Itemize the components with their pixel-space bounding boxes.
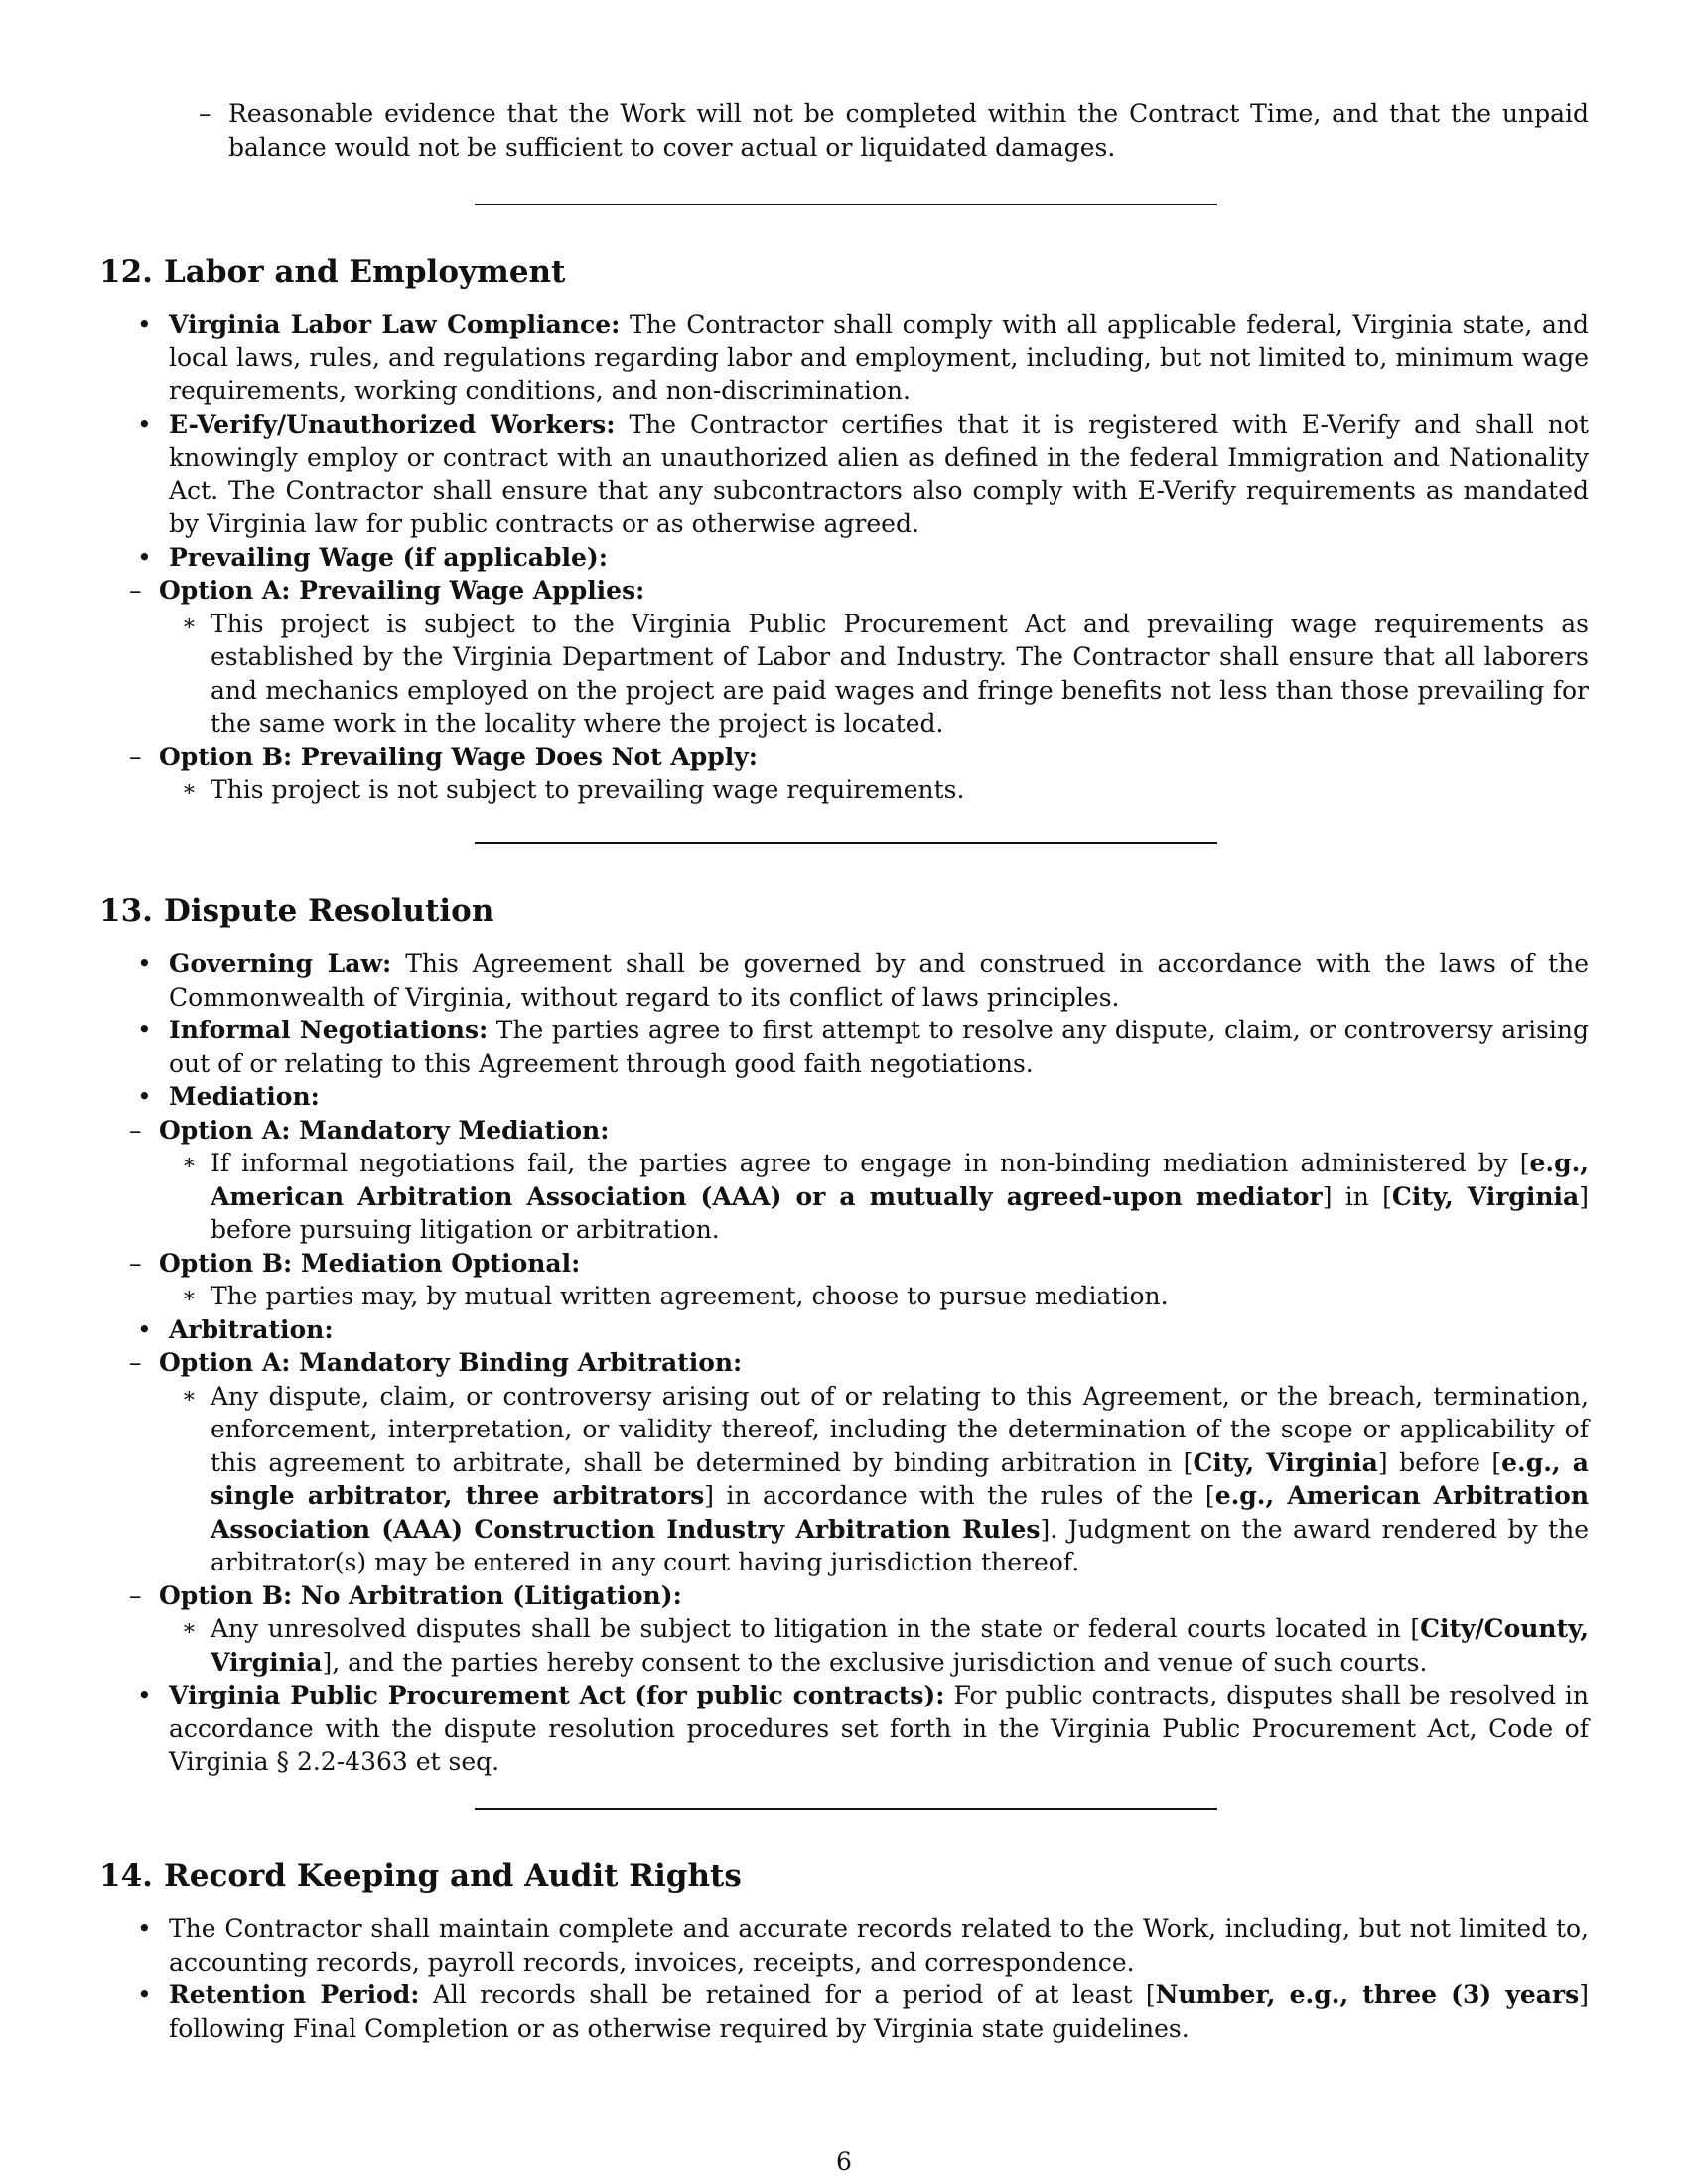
list-item: • E-Verify/Unauthorized Workers: The Contractor certifies that it is registered with E-Verify and shall not knowingly employ or contract with an unauthorized alien as defined in the federal Immigration and Nationality Act. The Contractor shall ensure that any subcontractors also comply with E-Verify requirements as mandated by Virginia law for public contracts or as otherwise agreed. <box>137 409 1589 538</box>
list-item: • Virginia Public Procurement Act (for public contracts): For public contracts, disputes shall be resolved in accordance with the dispute resolution procedures set forth in the Virginia Public Procurement Act, Code of Virginia § 2.2-4363 et seq. <box>137 1681 1590 1776</box>
bullet-marker: • <box>137 1314 152 1344</box>
list-item: – Reasonable evidence that the Work will not be completed within the Contract Time, and that the unpaid balance would not be sufficient to cover actual or liquidated damages. <box>199 99 1589 162</box>
list-item: • The Contractor shall maintain complete and accurate records related to the Work, including, but not limited to, accounting records, payroll records, invoices, receipts, and correspondence. <box>137 1914 1589 1977</box>
list-item: ∗ Any unresolved disputes shall be subject to litigation in the state or federal courts located in [City/County, Virginia], and the parties hereby consent to the exclusive jurisdiction and venue of such courts. <box>182 1614 1589 1677</box>
bullet-marker: • <box>137 1914 152 1943</box>
section-divider <box>475 842 1217 844</box>
asterisk-marker: ∗ <box>182 1383 197 1409</box>
list-item: – Option A: Mandatory Binding Arbitration: <box>30 1346 1589 1380</box>
list-item: • Prevailing Wage (if applicable): <box>99 541 1589 575</box>
list-item: ∗ Any dispute, claim, or controversy arising out of or relating to this Agreement, or the breach, termination, enforcement, interpretation, or validity thereof, including the determination of the scope or applicability of this agreement to arbitrate, shall be determined by binding arbitration in [City, Virginia] before [e.g., a single arbitrator, three arbitrators] in accordance with the rules of the [e.g., American Arbitration Association (AAA) Construction Industry Arbitration Rules]. Judgment on the award rendered by the arbitrator(s) may be entered in any court having jurisdiction thereof. <box>182 1381 1590 1576</box>
bullet-marker: • <box>137 1980 152 2009</box>
list-item: – Option B: Mediation Optional: <box>30 1247 1589 1281</box>
section-heading-13: 13. Dispute Resolution <box>99 893 494 929</box>
list-item: – Option A: Mandatory Mediation: <box>30 1114 1589 1148</box>
list-item: ∗ This project is subject to the Virginia Public Procurement Act and prevailing wage requirements as established by the Virginia Department of Labor and Industry. The Contractor shall ensure that all laborers and mechanics employed on the project are paid wages and fringe benefits not less than those prevailing for the same work in the locality where the project is located. <box>182 609 1589 738</box>
asterisk-marker: ∗ <box>182 611 197 636</box>
bullet-marker: • <box>137 1016 152 1044</box>
section-heading-14: 14. Record Keeping and Audit Rights <box>99 1858 742 1894</box>
page-number: 6 <box>836 2147 852 2176</box>
asterisk-marker: ∗ <box>182 777 197 802</box>
asterisk-marker: ∗ <box>182 1616 197 1641</box>
list-item: – Option A: Prevailing Wage Applies: <box>30 574 1589 608</box>
section-12-body <box>99 308 1589 807</box>
bullet-marker: • <box>137 310 152 339</box>
list-item: – Option B: No Arbitration (Litigation): <box>30 1579 1589 1613</box>
dash-marker: – <box>199 99 211 128</box>
section-divider <box>475 204 1217 205</box>
dash-marker: – <box>129 742 142 771</box>
bullet-marker: • <box>137 542 152 572</box>
list-item: ∗ The parties may, by mutual written agreement, choose to pursue mediation. <box>30 1280 1589 1313</box>
bullet-marker: • <box>137 949 152 978</box>
bullet-marker: • <box>137 409 152 439</box>
section-divider <box>475 1808 1217 1810</box>
section-14-body <box>99 1912 1589 2045</box>
asterisk-marker: ∗ <box>182 1151 197 1175</box>
list-item: • Informal Negotiations: The parties agree to first attempt to resolve any dispute, claim, or controversy arising out of or relating to this Agreement through good faith negotiations. <box>137 1016 1589 1078</box>
dash-marker: – <box>129 1115 142 1145</box>
bullet-marker: • <box>137 1681 152 1709</box>
list-item: – Option B: Prevailing Wage Does Not Apply: <box>30 741 1589 774</box>
dash-marker: – <box>129 576 142 605</box>
list-item: • Retention Period: All records shall be retained for a period of at least [Number, e.g., three (3) years] following Final Completion or as otherwise required by Virginia state guidelines. <box>137 1980 1590 2043</box>
section-heading-12: 12. Labor and Employment <box>99 254 566 290</box>
section-13-body <box>99 947 1589 1779</box>
list-item: ∗ If informal negotiations fail, the parties agree to engage in non-binding mediation administered by [e.g., American Arbitration Association (AAA) or a mutually agreed-upon mediator] in [City, Virginia] before pursuing litigation or arbitration. <box>182 1149 1589 1244</box>
dash-marker: – <box>129 1348 142 1377</box>
dash-marker: – <box>129 1248 142 1278</box>
list-item: • Governing Law: This Agreement shall be governed by and construed in accordance with the laws of the Commonwealth of Virginia, without regard to its conflict of laws principles. <box>137 949 1589 1012</box>
list-item: • Virginia Labor Law Compliance: The Contractor shall comply with all applicable federal, Virginia state, and local laws, rules, and regulations regarding labor and employment, including, but not limited to, minimum wage requirements, working conditions, and non-discrimination. <box>137 310 1589 405</box>
asterisk-marker: ∗ <box>182 1284 197 1308</box>
dash-marker: – <box>129 1580 142 1610</box>
list-item: ∗ This project is not subject to prevailing wage requirements. <box>30 773 1589 807</box>
list-item: • Arbitration: <box>99 1313 1589 1347</box>
bullet-marker: • <box>137 1082 152 1111</box>
carryover-list <box>99 97 1589 164</box>
list-item: • Mediation: <box>99 1080 1589 1114</box>
